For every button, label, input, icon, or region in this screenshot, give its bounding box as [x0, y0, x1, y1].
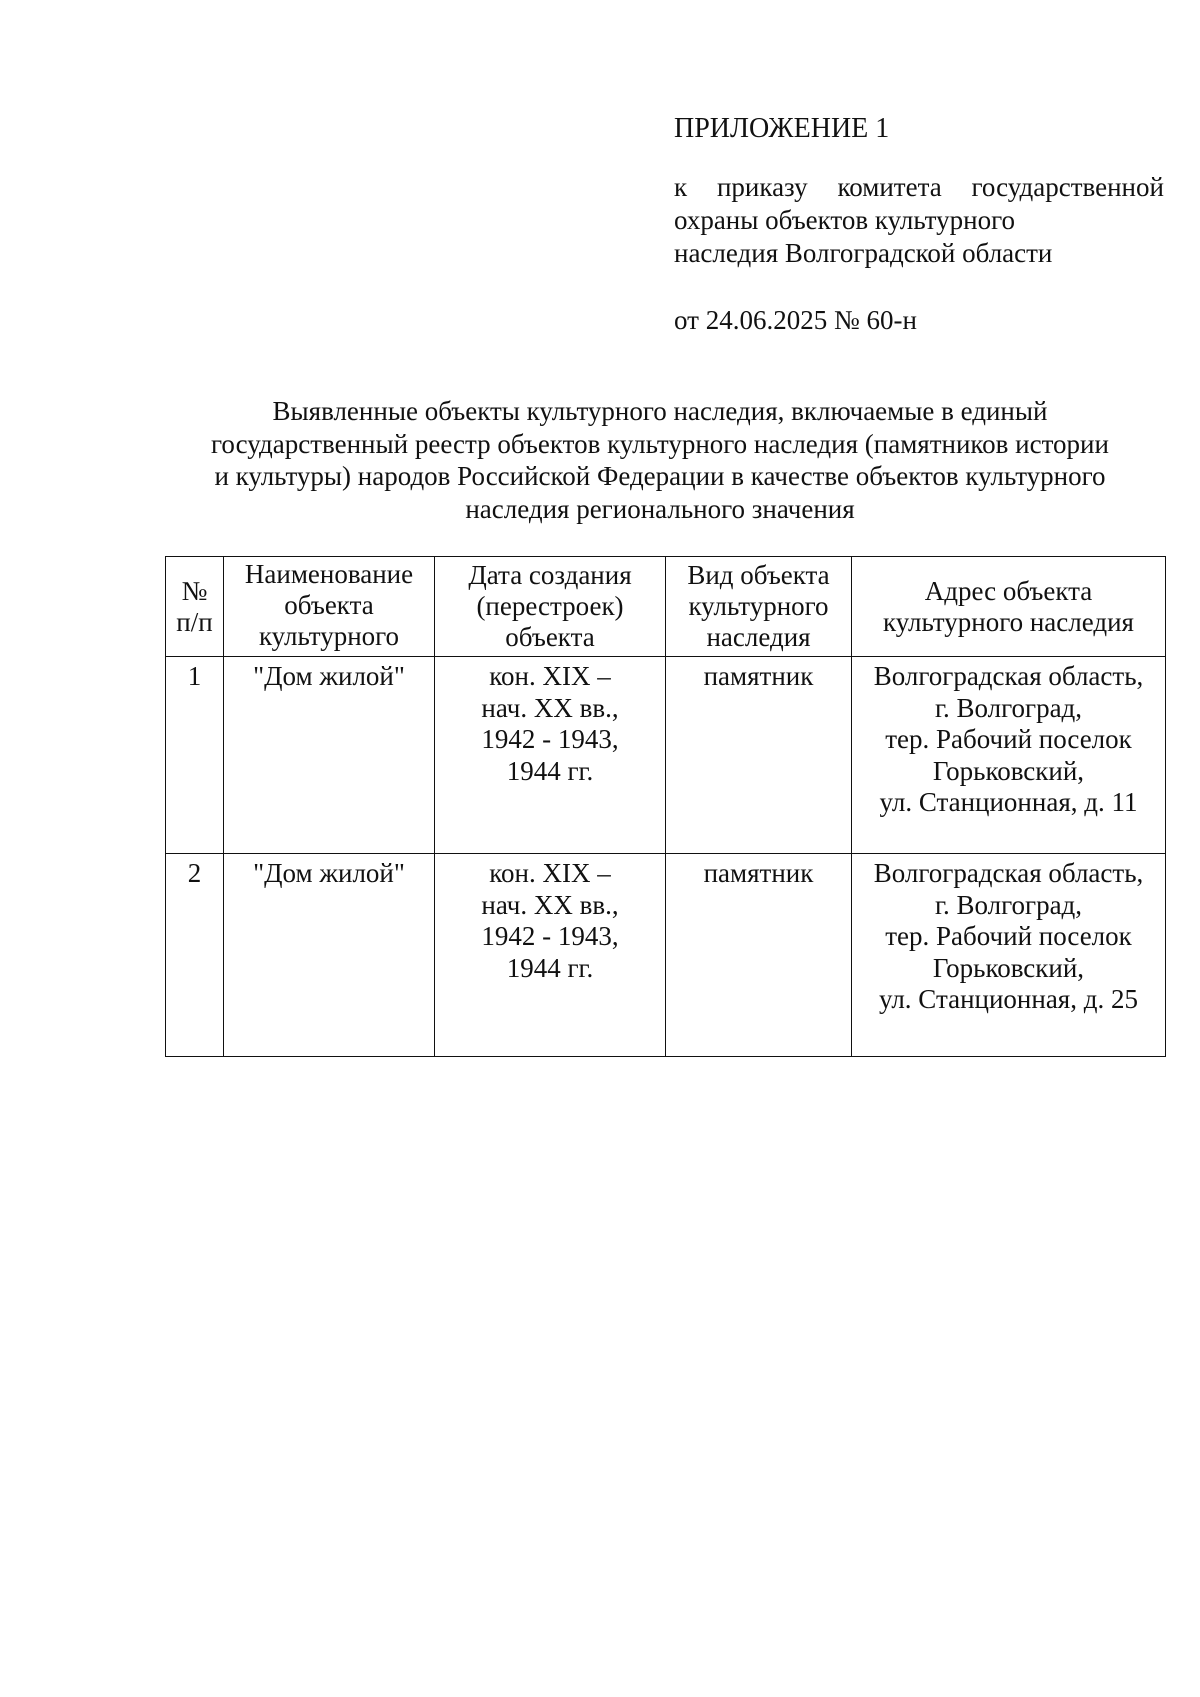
appendix-word: приказу — [716, 172, 808, 202]
appendix-word: государственной — [971, 172, 1164, 202]
table-row — [166, 657, 1166, 854]
appendix-order-line-1 — [674, 171, 1164, 204]
cell-kind: памятник — [666, 854, 852, 1057]
cell-kind: памятник — [666, 657, 852, 854]
header-kind: Вид объекта культурного наследия — [666, 557, 852, 657]
header-address: Адрес объекта культурного наследия — [852, 557, 1166, 657]
appendix-order-date: от 24.06.2025 № 60-н — [674, 305, 917, 335]
heritage-objects-table — [165, 556, 1166, 1057]
heading-line: государственный реестр объектов культурного наследия (памятников истории — [211, 428, 1109, 459]
appendix-order-line-3: наследия Волгоградской области — [674, 238, 1053, 268]
cell-name: "Дом жилой" — [224, 657, 435, 854]
cell-num: 1 — [166, 657, 224, 854]
cell-address: Волгоградская область, г. Волгоград, тер. Рабочий поселок Горьковский, ул. Станционная, д. 11 — [852, 657, 1166, 854]
table-header-row — [166, 557, 1166, 657]
header-date: Дата создания (перестроек) объекта — [435, 557, 666, 657]
appendix-word: комитета — [837, 172, 942, 202]
header-name: Наименование объекта культурного — [224, 557, 435, 657]
header-num: № п/п — [166, 557, 224, 657]
cell-date: кон. XIX – нач. XX вв., 1942 - 1943, 1944 гг. — [435, 657, 666, 854]
heading-line: наследия регионального значения — [465, 493, 855, 524]
appendix-order-line-2: охраны объектов культурного — [674, 205, 1015, 235]
cell-address: Волгоградская область, г. Волгоград, тер. Рабочий поселок Горьковский, ул. Станционная, д. 25 — [852, 854, 1166, 1057]
cell-name: "Дом жилой" — [224, 854, 435, 1057]
document-heading — [160, 395, 1160, 525]
appendix-title: ПРИЛОЖЕНИЕ 1 — [674, 113, 890, 144]
heading-line: и культуры) народов Российской Федерации в качестве объектов культурного — [214, 461, 1106, 491]
heading-line: Выявленные объекты культурного наследия, включаемые в единый — [272, 396, 1048, 426]
table-row — [166, 854, 1166, 1057]
appendix-block — [674, 112, 1164, 337]
cell-date: кон. XIX – нач. XX вв., 1942 - 1943, 1944 гг. — [435, 854, 666, 1057]
cell-num: 2 — [166, 854, 224, 1057]
appendix-word: к — [674, 172, 688, 202]
